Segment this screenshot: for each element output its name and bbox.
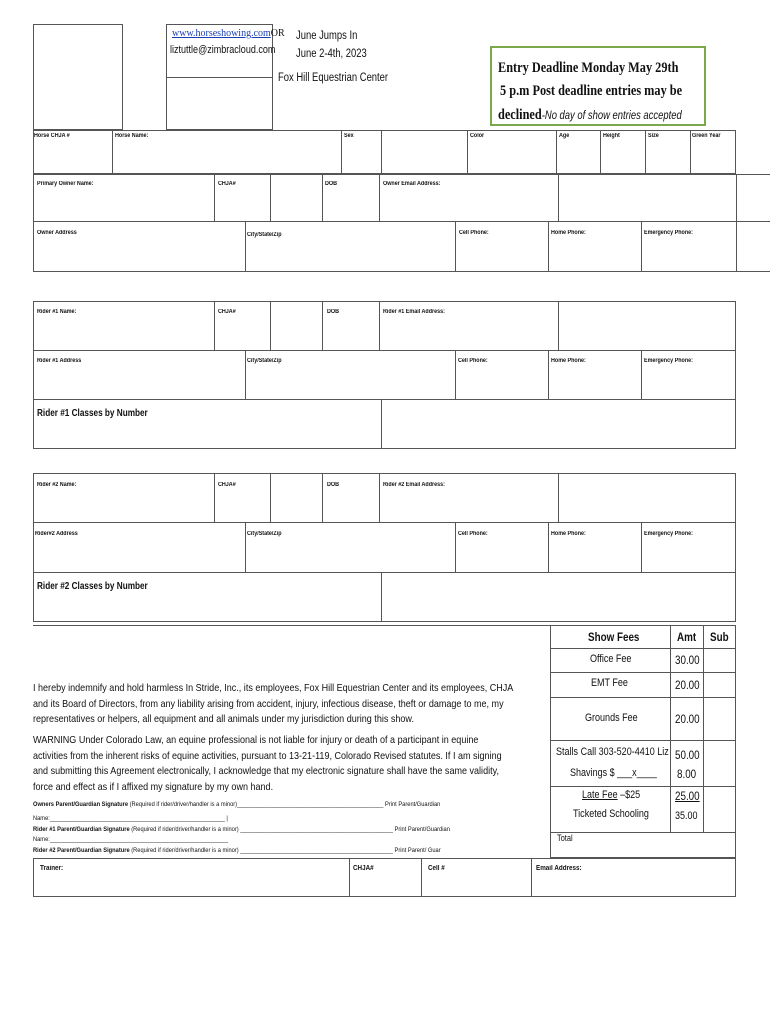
trainer-chja-label: CHJA# <box>353 865 374 872</box>
shavings-label: Shavings $ ___x____ <box>570 767 657 779</box>
size-label: Size <box>648 133 659 139</box>
sex-label: Sex <box>344 133 354 139</box>
rider2-dob-label: DOB <box>327 482 340 488</box>
rider1-classes-label: Rider #1 Classes by Number <box>37 408 148 419</box>
office-fee-label: Office Fee <box>590 653 632 665</box>
office-fee-amt: 30.00 <box>675 653 700 667</box>
rider1-dob-label: DOB <box>327 309 340 315</box>
rider1-signature-line[interactable]: Rider #1 Parent/Guardian Signature (Required if rider/driver/handler is a minor) ________________________________________________ Print Parent/Guardian <box>33 826 450 833</box>
owner-home-label: Home Phone: <box>551 230 586 236</box>
rider1-print-name-line[interactable]: Name:________________________________________________________ <box>33 836 229 843</box>
stalls-amt: 50.00 <box>675 748 700 762</box>
deadline-declined: declined <box>498 107 542 123</box>
height-label: Height <box>603 133 620 139</box>
rider2-chja-label: CHJA# <box>218 482 236 488</box>
rider2-cell-label: Cell Phone: <box>458 531 488 537</box>
grounds-fee-amt: 20.00 <box>675 712 700 726</box>
late-fee-amt: 25.00 <box>675 789 700 803</box>
owner-cell-label: Cell Phone: <box>459 230 489 236</box>
logo-box <box>33 24 123 130</box>
grounds-fee-label: Grounds Fee <box>585 712 638 724</box>
emt-fee-label: EMT Fee <box>591 677 628 689</box>
green-year-label: Green Year <box>692 133 721 139</box>
event-venue: Fox Hill Equestrian Center <box>278 72 389 84</box>
rider2-section <box>33 473 736 622</box>
rider1-chja-label: CHJA# <box>218 309 236 315</box>
owner-city-label: City/State/Zip <box>247 232 282 238</box>
color-label: Color <box>470 133 485 139</box>
trainer-email-label: Email Address: <box>536 865 582 872</box>
fees-table <box>550 625 736 858</box>
website-link[interactable]: www.horseshowing.com <box>172 28 271 39</box>
primary-owner-name-label: Primary Owner Name: <box>37 181 94 187</box>
owner-print-name-line[interactable]: Name:_______________________________________________________ | <box>33 815 228 822</box>
or-text: OR <box>270 28 285 39</box>
horse-chja-label: Horse CHJA # <box>34 133 70 139</box>
ticketed-label: Ticketed Schooling <box>573 808 649 820</box>
show-fees-header: Show Fees <box>588 630 640 644</box>
rider1-name-label: Rider #1 Name: <box>37 309 77 315</box>
website-link-row <box>172 28 285 39</box>
rider1-emergency-label: Emergency Phone: <box>644 358 693 364</box>
event-name: June Jumps In <box>296 30 358 42</box>
rider2-classes-label: Rider #2 Classes by Number <box>37 581 148 592</box>
rider2-city-label: City/State/Zip <box>247 531 282 537</box>
amt-header: Amt <box>677 630 697 644</box>
trainer-cell-label: Cell # <box>428 865 445 872</box>
ticketed-amt: 35.00 <box>675 810 698 822</box>
indemnify-text: I hereby indemnify and hold harmless In Stride, Inc., its employees, Fox Hill Equestrian Center and its employees, CHJA and its Board of Directors, from any liability arising from accident, injury, infectious disease, theft or damage to me, my representatives or helpers, all equipment and all animals under my jurisdiction during this show. <box>33 682 513 725</box>
deadline-line3 <box>498 106 682 124</box>
deadline-title: Entry Deadline Monday May 29th <box>498 60 679 76</box>
rider2-email-label: Rider #2 Email Address: <box>383 482 445 488</box>
shavings-amt: 8.00 <box>677 767 697 781</box>
owner-signature-line[interactable]: Owners Parent/Guardian Signature (Required if rider/driver/handler is a minor)______________________________________________ Print Parent/Guardian <box>33 801 441 808</box>
rider1-email-label: Rider #1 Email Address: <box>383 309 445 315</box>
event-dates: June 2-4th, 2023 <box>296 48 367 60</box>
rider2-signature-line[interactable]: Rider #2 Parent/Guardian Signature (Required if rider/driver/handler is a minor) ________________________________________________ Print Parent/ Guar <box>33 847 441 854</box>
rider2-home-label: Home Phone: <box>551 531 586 537</box>
contact-email[interactable]: liztuttle@zimbracloud.com <box>170 44 276 56</box>
deadline-line2: 5 p.m Post deadline entries may be <box>500 83 683 99</box>
owner-address-label: Owner Address <box>37 230 77 236</box>
total-label: Total <box>557 833 573 843</box>
owner-emergency-label: Emergency Phone: <box>644 230 693 236</box>
late-fee-suffix: –$25 <box>617 789 641 801</box>
trainer-row <box>33 858 736 897</box>
emt-fee-amt: 20.00 <box>675 678 700 692</box>
sub-header: Sub <box>710 630 729 644</box>
rider2-name-label: Rider #2 Name: <box>37 482 77 488</box>
horse-name-label: Horse Name: <box>115 133 149 139</box>
rider1-cell-label: Cell Phone: <box>458 358 488 364</box>
rider2-emergency-label: Emergency Phone: <box>644 531 693 537</box>
stalls-label: Stalls Call 303-520-4410 Liz <box>556 746 669 758</box>
late-fee-row <box>582 789 640 801</box>
late-fee-label: Late Fee <box>582 789 618 801</box>
rider1-address-label: Rider #1 Address <box>37 358 82 364</box>
owner-dob-label: DOB <box>325 181 338 187</box>
owner-email-label: Owner Email Address: <box>383 181 441 187</box>
age-label: Age <box>559 133 570 139</box>
trainer-label: Trainer: <box>40 865 64 872</box>
deadline-note: -No day of show entries accepted <box>541 110 682 122</box>
rider1-home-label: Home Phone: <box>551 358 586 364</box>
rider1-section <box>33 301 736 449</box>
owner-chja-label: CHJA# <box>218 181 236 187</box>
rider1-city-label: City/State/Zip <box>247 358 282 364</box>
rider2-address-label: Rider#2 Address <box>35 531 78 537</box>
warning-text: WARNING Under Colorado Law, an equine professional is not liable for injury or death of a participant in equine activities from the inherent risks of equine activities, pursuant to 13-21-119, Colorado Revised statutes. If I am signing and submitting this Agreement electronically, I acknowledge that my electronic signature shall have the same validity, force and effect as if I affixed my signature by my own hand. <box>33 734 502 793</box>
